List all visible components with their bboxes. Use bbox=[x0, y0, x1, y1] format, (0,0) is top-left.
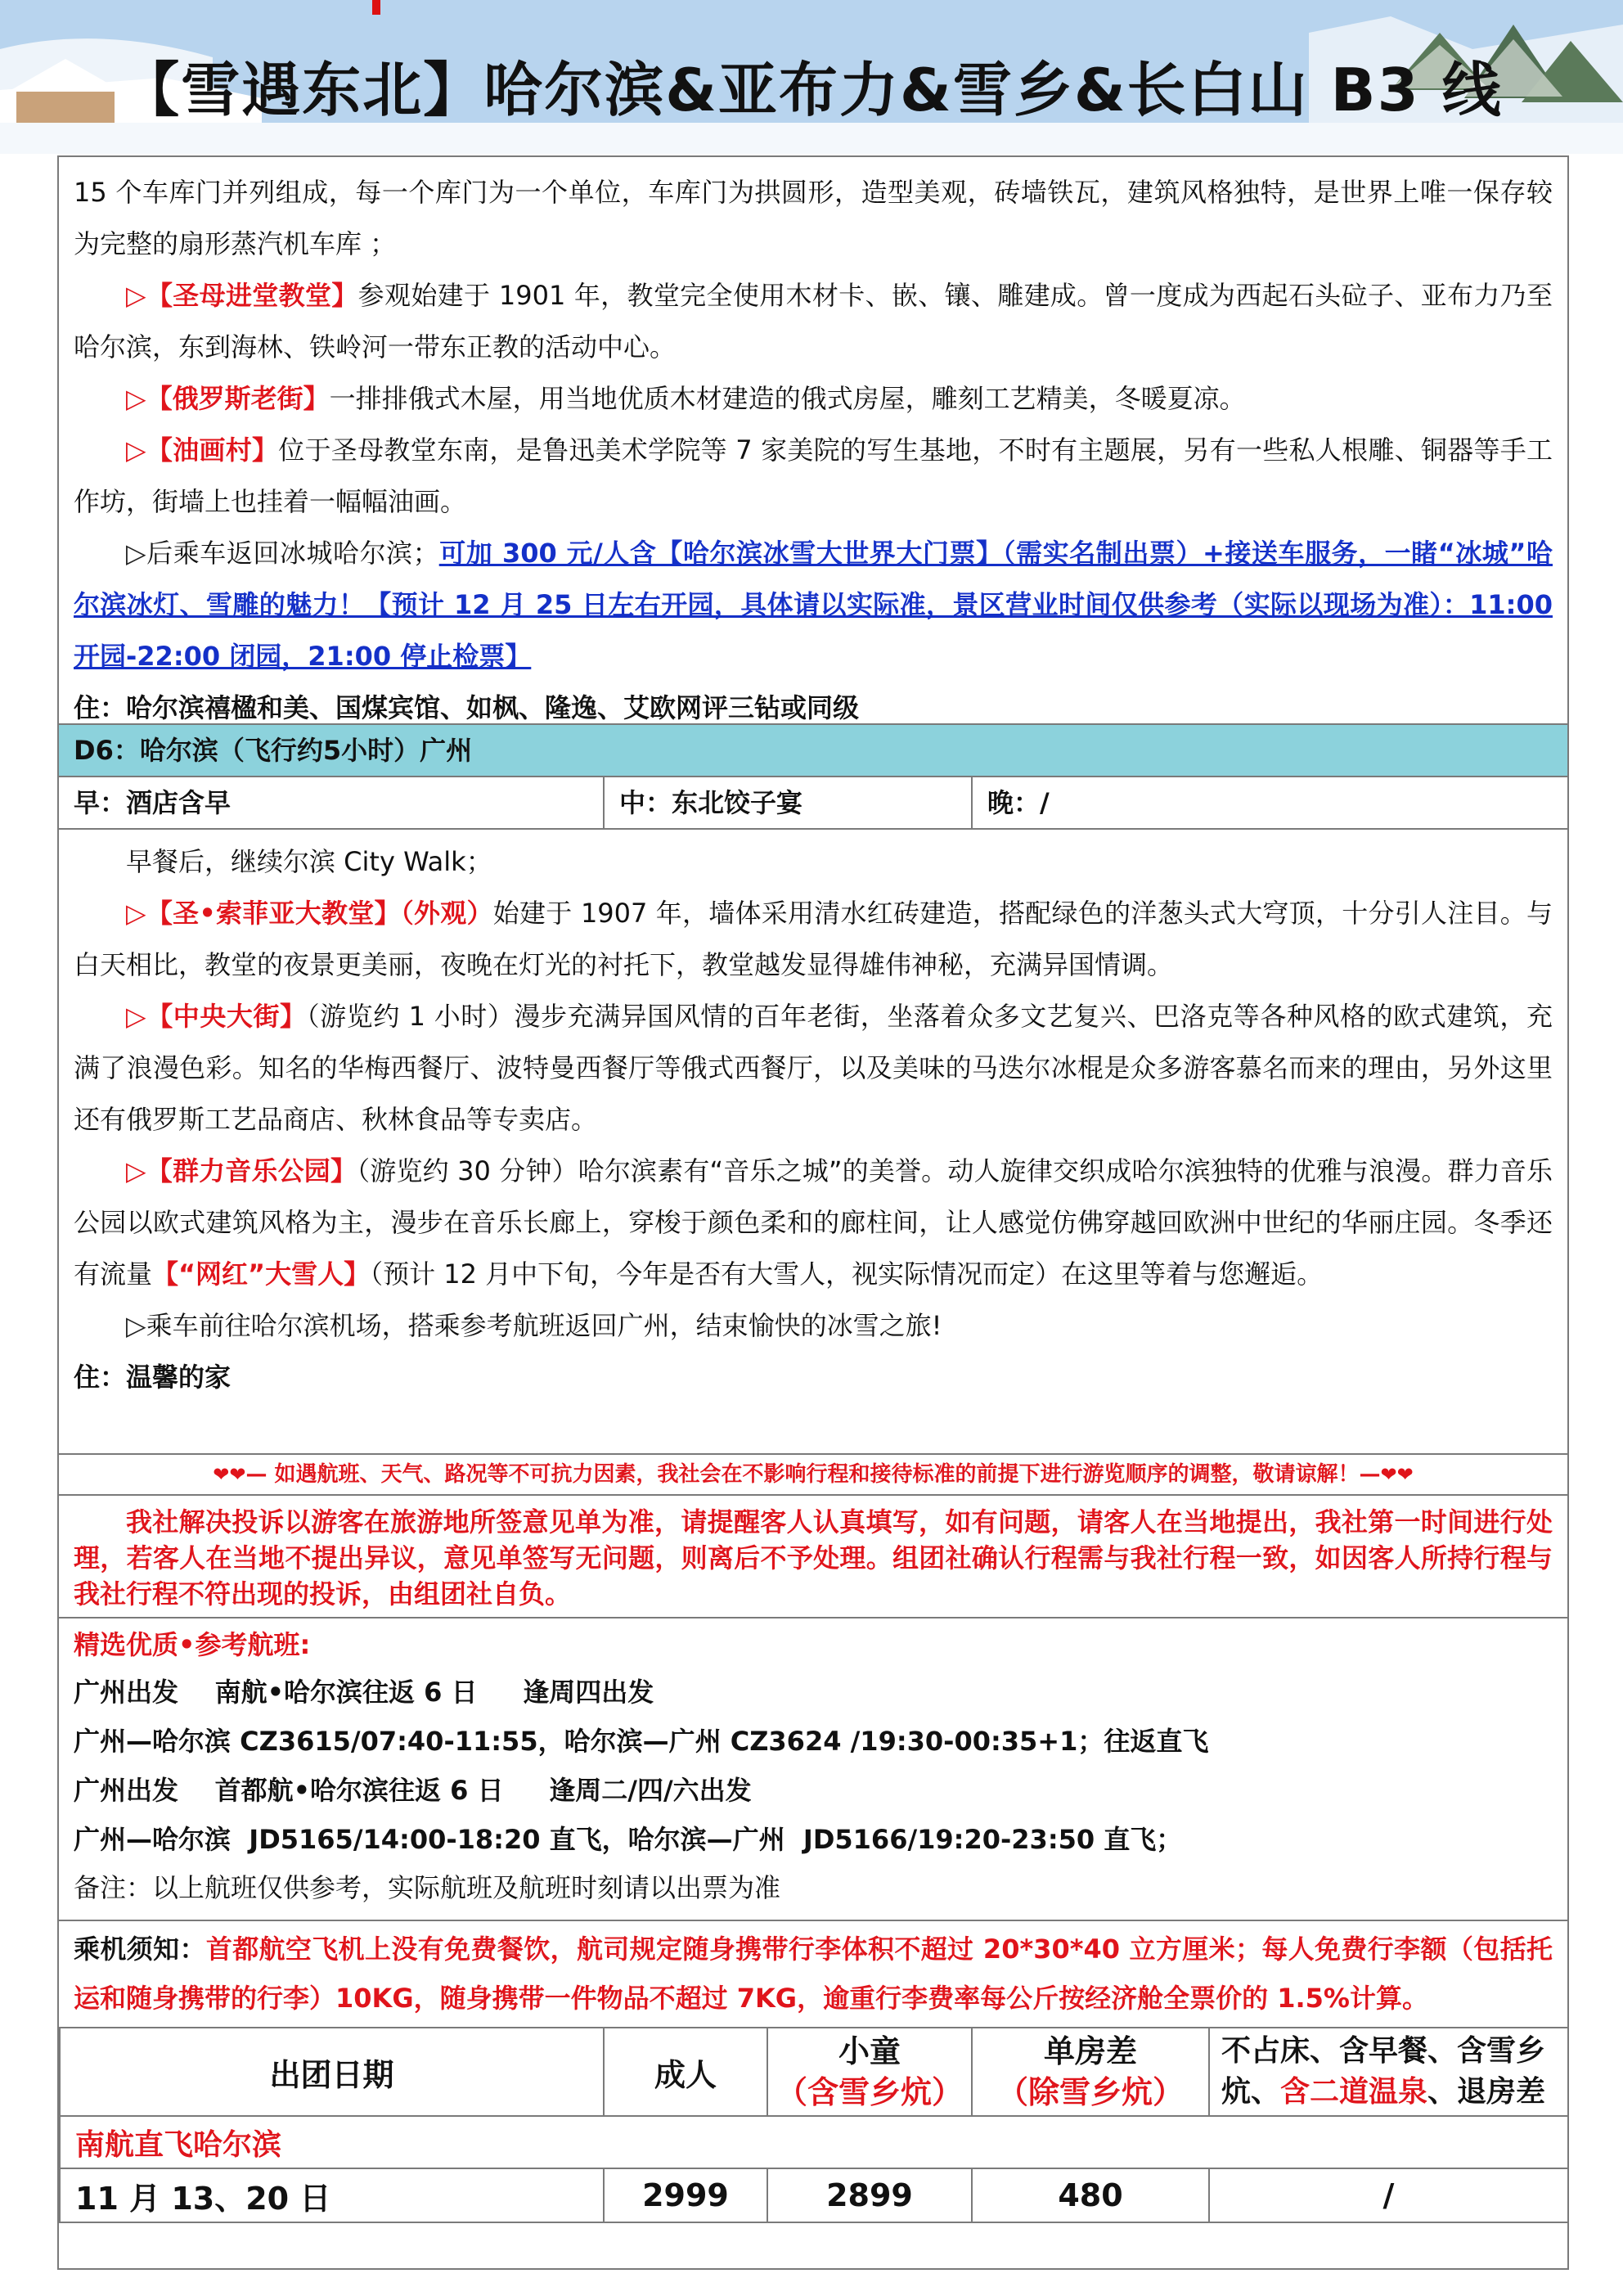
boarding-section bbox=[59, 1920, 1567, 2027]
price-table bbox=[59, 2027, 1567, 2223]
flight-line: 广州出发 首都航•哈尔滨往返 6 日 逢周二/四/六出发 bbox=[74, 1775, 752, 1806]
header-extra-b: 、退房差 bbox=[1427, 2075, 1546, 2109]
header-child-label: 小童 bbox=[838, 2033, 901, 2069]
header-extra-a: 不占床、含早餐、含雪乡炕、 bbox=[1221, 2034, 1546, 2109]
flight-line: 广州—哈尔滨 JD5165/14:00-18:20 直飞，哈尔滨—广州 JD5166/19:20-23:50 直飞； bbox=[74, 1824, 1183, 1855]
end-line bbox=[59, 1300, 1567, 1352]
flight-line: 广州—哈尔滨 CZ3615/07:40-11:55，哈尔滨—广州 CZ3624 /19:30-00:35+1；往返直飞 bbox=[74, 1726, 1209, 1757]
heart-icon: ❤❤ bbox=[1380, 1463, 1414, 1486]
day6-intro: 早餐后，继续尔滨 City Walk； bbox=[126, 846, 492, 877]
header-child-note: （含雪乡炕） bbox=[776, 2074, 963, 2110]
row-single: 480 bbox=[972, 2168, 1209, 2222]
spot-desc: 位于圣母教堂东南，是鲁迅美术学院等 7 家美院的写生基地，不时有主题展，另有一些私人根雕、铜器等手工作坊，街墙上也挂着一幅幅油画。 bbox=[74, 434, 1553, 517]
row-extra: / bbox=[1209, 2168, 1568, 2222]
return-text: 后乘车返回冰城哈尔滨； bbox=[146, 538, 439, 569]
header-banner bbox=[0, 0, 1623, 154]
header-adult: 成人 bbox=[604, 2028, 767, 2116]
day5-intro: 15 个车库门并列组成，每一个库门为一个单位，车库门为拱圆形，造型美观，砖墙铁瓦，建筑风格独特，是世界上唯一保存较为完整的扇形蒸汽机车库 ； bbox=[74, 177, 1553, 259]
meal-dinner: 晚：/ bbox=[971, 777, 1567, 830]
flight-line: 广州出发 南航•哈尔滨往返 6 日 逢周四出发 bbox=[74, 1677, 654, 1708]
spot-item bbox=[59, 1146, 1567, 1300]
spot-item bbox=[59, 991, 1567, 1146]
spot-name: 【俄罗斯老街】 bbox=[146, 383, 330, 414]
day6-section bbox=[59, 828, 1567, 1453]
return-line bbox=[59, 528, 1567, 682]
header-extra-red: 含二道温泉 bbox=[1280, 2075, 1428, 2109]
optional-ticket-link[interactable]: 可加 300 元/人含【哈尔滨冰雪大世界大门票】（需实名制出票）+接送车服务，一睹“冰城”哈尔滨冰灯、雪雕的魅力！【预计 12 月 25 日左右开园，具体请以实际准，景区营业时间仅供参考（实际以现场为准）：11:00 开园-22:00 闭园，21:00 停止检票】 bbox=[74, 538, 1553, 672]
boarding-notice bbox=[59, 1925, 1567, 2023]
day6-header: D6：哈尔滨（飞行约5小时）广州 bbox=[59, 723, 1567, 776]
row-adult: 2999 bbox=[604, 2168, 767, 2222]
spot-name: 【群力音乐公园】 bbox=[146, 1155, 357, 1186]
group-label: 南航直飞哈尔滨 bbox=[60, 2116, 1568, 2168]
flight-section bbox=[59, 1617, 1567, 1920]
notice-text: — 如遇航班、天气、路况等不可抗力因素，我社会在不影响行程和接待标准的前提下进行游览顺序的调整，敬请谅解！— bbox=[245, 1462, 1381, 1487]
spot-desc: （游览约 1 小时）漫步充满异国风情的百年老街，坐落着众多文艺复兴、巴洛克等各种风格的欧式建筑，充满了浪漫色彩。知名的华梅西餐厅、波特曼西餐厅等俄式西餐厅，以及美味的马迭尔冰棍是众多游客慕名而来的理由，另外这里还有俄罗斯工艺品商店、秋林食品等专卖店。 bbox=[74, 1001, 1553, 1135]
header-single-label: 单房差 bbox=[1043, 2033, 1137, 2069]
triangle-icon: ▷ bbox=[126, 280, 146, 311]
spot-name: 【中央大街】 bbox=[146, 1001, 307, 1032]
notice-bar bbox=[59, 1453, 1567, 1494]
triangle-icon: ▷ bbox=[126, 434, 146, 466]
spot-name: 【油画村】 bbox=[146, 434, 279, 466]
flight-title: 精选优质•参考航班: bbox=[74, 1629, 311, 1660]
price-group-row bbox=[60, 2116, 1568, 2168]
table-row bbox=[60, 2168, 1568, 2222]
meal-breakfast: 早：酒店含早 bbox=[74, 787, 232, 818]
day6-meals-row bbox=[59, 776, 1567, 828]
spot-item bbox=[59, 373, 1567, 425]
boarding-label: 乘机须知： bbox=[74, 1934, 206, 1965]
header-extra bbox=[1209, 2028, 1568, 2116]
header-single-note: （除雪乡炕） bbox=[996, 2074, 1184, 2110]
spot-item bbox=[59, 888, 1567, 991]
triangle-icon: ▷ bbox=[126, 1155, 146, 1186]
triangle-icon: ▷ bbox=[126, 383, 146, 414]
price-header-row bbox=[60, 2028, 1568, 2116]
triangle-icon: ▷ bbox=[126, 538, 147, 569]
day5-section bbox=[59, 157, 1567, 722]
spot-item bbox=[59, 425, 1567, 528]
spot-desc: （游览约 30 分钟）哈尔滨素有“音乐之城”的美誉。动人旋律交织成哈尔滨独特的优雅与浪漫。群力音乐公园以欧式建筑风格为主，漫步在音乐长廊上，穿梭于颜色柔和的廊柱间，让人感觉仿佛穿越回欧洲中世纪的华丽庄园。冬季还有流量 bbox=[74, 1155, 1553, 1290]
triangle-icon: ▷ bbox=[126, 1001, 147, 1032]
heart-icon: ❤❤ bbox=[213, 1463, 246, 1486]
spot-item bbox=[59, 270, 1567, 373]
header-child bbox=[767, 2028, 972, 2116]
boarding-text: 首都航空飞机上没有免费餐饮，航司规定随身携带行李体积不超过 20*30*40 立方厘米；每人免费行李额（包括托运和随身携带的行李）10KG，随身携带一件物品不超过 7KG，逾重行李费率每公斤按经济舱全票价的 1.5%计算。 bbox=[74, 1934, 1553, 2014]
end-text: 乘车前往哈尔滨机场，搭乘参考航班返回广州，结束愉快的冰雪之旅! bbox=[146, 1310, 942, 1341]
spot-desc: （预计 12 月中下旬，今年是否有大雪人，视实际情况而定）在这里等着与您邂逅。 bbox=[370, 1258, 1324, 1290]
itinerary-frame bbox=[57, 155, 1569, 2270]
flight-remark: 备注：以上航班仅供参考，实际航班及航班时刻请以出票为准 bbox=[74, 1872, 781, 1903]
complaint-text: 我社解决投诉以游客在旅游地所签意见单为准，请提醒客人认真填写，如有问题，请客人在当地提出，我社第一时间进行处理，若客人在当地不提出异议，意见单签写无问题，则离后不予处理。组团社确认行程需与我社行程一致，如因客人所持行程与我社行程不符出现的投诉，由组团社自负。 bbox=[74, 1506, 1553, 1609]
triangle-icon: ▷ bbox=[126, 898, 146, 929]
page-title: 【雪遇东北】哈尔滨&亚布力&雪乡&长白山 B3 线 bbox=[120, 56, 1503, 124]
row-child: 2899 bbox=[767, 2168, 972, 2222]
day5-stay: 住：哈尔滨禧楹和美、国煤宾馆、如枫、隆逸、艾欧网评三钻或同级 bbox=[74, 692, 860, 723]
row-date: 11 月 13、20 日 bbox=[60, 2168, 604, 2222]
spot-desc: 始建于 1907 年，墙体采用清水红砖建造，搭配绿色的洋葱头式大穹顶，十分引人注目。与白天相比，教堂的夜景更美丽，夜晚在灯光的衬托下，教堂越发显得雄伟神秘，充满异国情调。 bbox=[74, 898, 1553, 980]
spot-name: 【圣•索菲亚大教堂】（外观） bbox=[146, 898, 493, 929]
triangle-icon: ▷ bbox=[126, 1310, 146, 1341]
day6-stay: 住：温馨的家 bbox=[74, 1362, 232, 1393]
complaint-section bbox=[59, 1494, 1567, 1617]
meal-lunch: 中：东北饺子宴 bbox=[603, 777, 971, 830]
spot-desc: 一排排俄式木屋，用当地优质木材建造的俄式房屋，雕刻工艺精美，冬暖夏凉。 bbox=[329, 383, 1246, 414]
spot-desc: 参观始建于 1901 年，教堂完全使用木材卡、嵌、镶、雕建成。曾一度成为西起石头砬子、亚布力乃至哈尔滨，东到海林、铁岭河一带东正教的活动中心。 bbox=[74, 280, 1553, 362]
spot-name: 【圣母进堂教堂】 bbox=[146, 280, 358, 311]
header-single bbox=[972, 2028, 1209, 2116]
snowman-highlight: 【“网红”大雪人】 bbox=[152, 1258, 371, 1290]
header-date: 出团日期 bbox=[60, 2028, 604, 2116]
